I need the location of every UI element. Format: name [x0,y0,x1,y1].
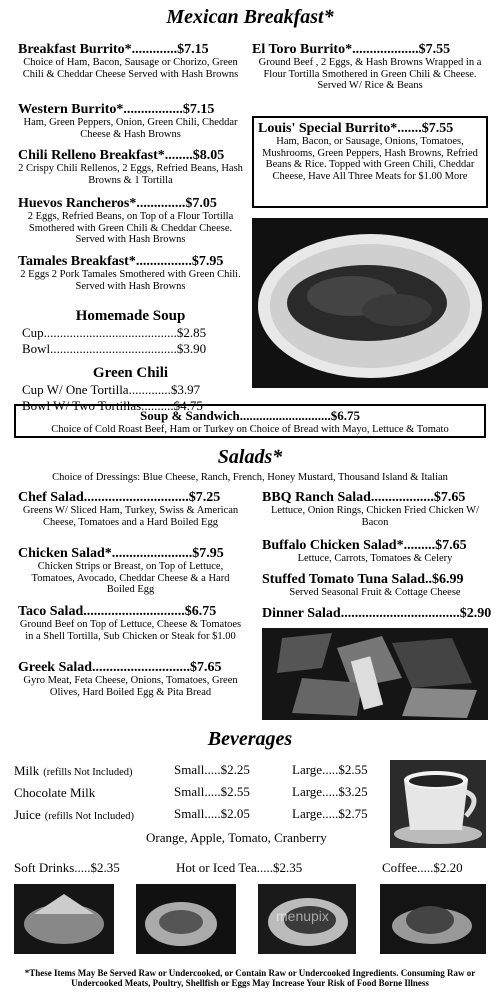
menu-item [262,490,488,538]
salads-right-column [262,490,492,720]
bottom-photo-1 [14,884,114,954]
green-chili-title: Green Chili [92,365,169,381]
beverage-small: Small.....$2.25 [174,762,250,777]
menu-item [262,606,492,624]
juice-flavors: Orange, Apple, Tomato, Cranberry [146,830,327,845]
item-desc: Served Seasonal Fruit & Cottage Cheese [289,587,461,598]
bottom-photo-3 [258,884,356,954]
soup-cup: Cup.........................................$2.85 [22,325,207,340]
item-desc: Chicken Strips or Breast, on Top of Lettuce, Tomatoes, Avocado, Cheddar Cheese & a Hard Boiled Egg [31,561,230,595]
item-desc: Choice of Ham, Bacon, Sausage or Chorizo, Green Chili & Cheddar Cheese Served with Hash Browns [22,57,239,80]
item-desc: 2 Eggs 2 Pork Tamales Smothered with Green Chili. Served with Hash Browns [20,269,241,292]
menu-item [18,42,243,102]
soup-bowl: Bowl.......................................$3.90 [22,341,207,356]
burrito-image [252,218,488,388]
coffee-cup-image [390,760,486,848]
soup-sandwich-title: Soup & Sandwich............................$6.75 [140,408,360,423]
menu-item [252,42,488,116]
menu-item [18,102,243,148]
item-desc: Greens W/ Sliced Ham, Turkey, Swiss & American Cheese, Tomatoes and a Hard Boiled Egg [22,505,239,528]
beverage-name: Juice [14,807,41,822]
item-title: Dinner Salad..................................$2.90 [262,606,492,621]
soup-sandwich-desc: Choice of Cold Roast Beef, Ham or Turkey on Choice of Bread with Mayo, Lettuce & Tomato [51,424,449,435]
item-desc: Lettuce, Onion Rings, Chicken Fried Chicken W/ Bacon [270,505,480,528]
beverage-row [14,784,394,806]
beverage-note: (refills Not Included) [44,811,134,822]
beverages-title: Beverages [207,728,293,750]
item-desc: Ground Beef , 2 Eggs, & Hash Browns Wrapped in a Flour Tortilla Smothered in Green Chili & Cheese. Served W/ Rice & Beans [258,57,482,91]
food-image [136,884,236,954]
menu-item [18,254,243,302]
item-title: Chef Salad..............................$7.25 [18,490,221,505]
louis-special-box [252,116,488,208]
salads-left-column [18,490,243,710]
menu-item [18,660,243,710]
menu-item [18,546,243,604]
item-desc: Ham, Green Peppers, Onion, Green Chili, Cheddar Cheese & Hash Browns [23,117,238,140]
beverage-name: Chocolate Milk [14,785,96,800]
salad-image [262,628,488,720]
item-title: Huevos Rancheros*..............$7.05 [18,196,217,211]
bottom-photo-2 [136,884,236,954]
item-desc: Gyro Meat, Feta Cheese, Onions, Tomatoes, Green Olives, Hard Boiled Egg & Pita Bread [23,675,238,698]
menu-item [18,148,243,196]
breakfast-right-column [252,42,488,388]
menu-item [262,538,488,572]
item-desc: 2 Eggs, Refried Beans, on Top of a Flour Tortilla Smothered with Green Chili & Cheddar Cheese. Served with Hash Browns [27,211,234,245]
soft-drinks-price: Soft Drinks.....$2.35 [14,860,120,875]
salad-photo [262,628,488,720]
soup-title: Homemade Soup [75,308,186,324]
item-desc: Ham, Bacon, or Sausage, Onions, Tomatoes, Mushrooms, Green Peppers, Hash Browns, Refried Beans & Rice. Topped with Green Chili, Cheddar Cheese, Have All Three Meats for $1.00 More [262,136,478,182]
beverage-row [14,806,394,828]
beverage-small: Small.....$2.05 [174,806,250,821]
food-image [380,884,486,954]
coffee-price: Coffee.....$2.20 [382,860,463,875]
watermark: menupix [276,908,329,924]
menu-item [262,572,488,606]
item-title: BBQ Ranch Salad..................$7.65 [262,490,466,505]
beverages-table [14,762,394,846]
salads-title: Salads* [217,446,283,468]
beverage-large: Large.....$3.25 [292,784,368,799]
item-title: Greek Salad............................$7.65 [18,660,222,675]
bottom-photo-4 [380,884,486,954]
soup-sandwich-box [14,404,486,438]
beverage-row [14,762,394,784]
coffee-cup-photo [390,760,486,848]
beverage-note: (refills Not Included) [43,767,133,778]
item-title: Western Burrito*.................$7.15 [18,102,215,117]
item-title: Taco Salad.............................$6.75 [18,604,217,619]
item-title: Breakfast Burrito*.............$7.15 [18,42,209,57]
burrito-photo [252,218,488,388]
item-title: Tamales Breakfast*................$7.95 [18,254,224,269]
tea-price: Hot or Iced Tea.....$2.35 [176,860,303,875]
item-desc: Lettuce, Carrots, Tomatoes & Celery [297,553,453,564]
item-title: Louis' Special Burrito*.......$7.55 [258,121,454,136]
item-desc: Ground Beef on Top of Lettuce, Cheese & Tomatoes in a Shell Tortilla, Sub Chicken or Steak for $1.00 [19,619,242,642]
item-title: Stuffed Tomato Tuna Salad..$6.99 [262,572,464,587]
green-chili-cup: Cup W/ One Tortilla.............$3.97 [22,382,201,397]
item-title: El Toro Burrito*...................$7.55 [252,42,451,57]
item-desc: 2 Crispy Chili Rellenos, 2 Eggs, Refried Beans, Hash Browns & 1 Tortilla [18,163,243,186]
beverage-large: Large.....$2.55 [292,762,368,777]
green-chili-bowl: Bowl W/ Two Tortillas..........$4.75 [22,398,203,413]
beverage-small: Small.....$2.55 [174,784,250,799]
dressings-note: Choice of Dressings: Blue Cheese, Ranch, French, Honey Mustard, Thousand Island & Italian [52,472,448,483]
disclaimer: *These Items May Be Served Raw or Undercooked, or Contain Raw or Undercooked Ingredients. Consuming Raw or Undercooked Meats, Poultry, Shellfish or Eggs May Increase Your Risk of Food Borne Illness [24,968,476,988]
menu-item [18,490,243,546]
beverage-name: Milk [14,763,40,778]
breakfast-left-column [18,42,243,414]
menu-item [18,604,243,660]
breakfast-title: Mexican Breakfast* [166,6,334,28]
item-title: Chicken Salad*.......................$7.95 [18,546,224,561]
menu-item [18,196,243,254]
food-image [14,884,114,954]
item-title: Chili Relleno Breakfast*........$8.05 [18,148,225,163]
item-title: Buffalo Chicken Salad*.........$7.65 [262,538,467,553]
beverage-large: Large.....$2.75 [292,806,368,821]
